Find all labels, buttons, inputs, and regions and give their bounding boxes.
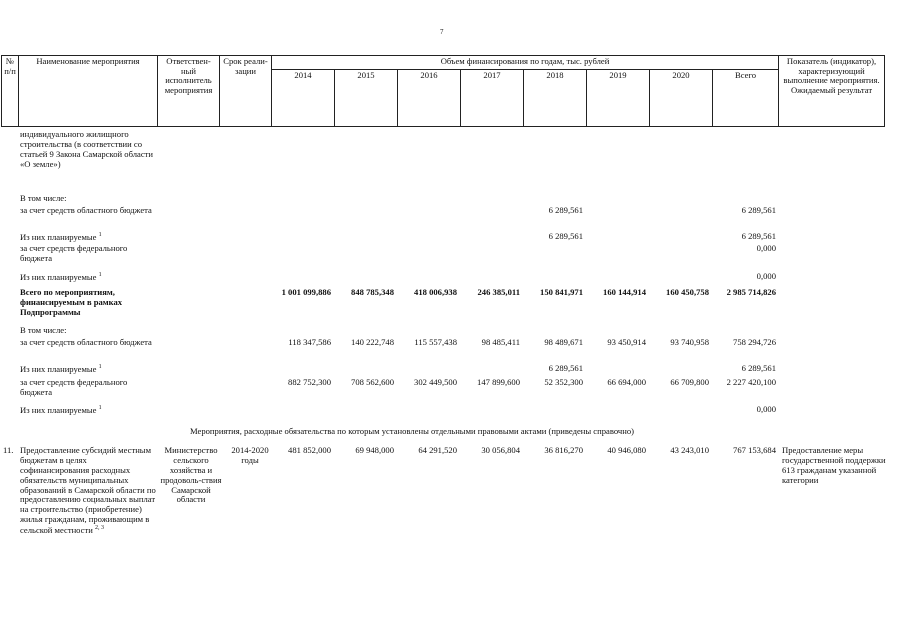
row-value: 6 289,561 — [741, 231, 776, 241]
item-value: 36 816,270 — [544, 445, 583, 455]
row-value: 115 557,438 — [414, 337, 457, 347]
row-value: 6 289,561 — [548, 231, 583, 241]
row-value: 98 489,671 — [544, 337, 583, 347]
header-year: 2020 — [650, 70, 713, 127]
row-label: Всего по мероприятиям, финансируемым в рамках Подпрограммы — [20, 287, 123, 317]
table-header — [1, 55, 885, 127]
row-label: за счет средств федерального бюджета — [20, 243, 128, 263]
row-label: В том числе: — [20, 193, 67, 203]
header-funding: Объем финансирования по годам, тыс. рублей — [272, 56, 779, 70]
row-value: 302 449,500 — [414, 377, 457, 387]
header-total: Всего — [713, 70, 779, 127]
row-value: 0,000 — [756, 404, 776, 414]
row-value: 160 450,758 — [666, 287, 709, 297]
row-label: В том числе: — [20, 325, 67, 335]
row-label: Из них планируемые $^1$ — [20, 231, 102, 242]
continued-item-text: индивидуального жилищного строительства (в соответствии со статьей 9 Закона Самарской области «О земле») — [20, 129, 154, 169]
row-value: 6 289,561 — [741, 363, 776, 373]
page-number: 7 — [440, 28, 444, 36]
item-responsible: Министерство сельского хозяйства и продоволь-ствия Самарской области — [160, 445, 222, 505]
footnote-mark: 2, 3 — [95, 525, 105, 531]
item-result: Предоставление меры государственной поддержки 613 гражданам указанной категории — [782, 445, 886, 485]
row-value: 160 144,914 — [603, 287, 646, 297]
row-value: 93 450,914 — [607, 337, 646, 347]
footnote-mark: 1 — [98, 405, 102, 411]
row-value: 2 227 420,100 — [726, 377, 776, 387]
header-num: № п/п — [2, 56, 19, 127]
row-value: 6 289,561 — [548, 205, 583, 215]
header-year: 2019 — [587, 70, 650, 127]
row-value: 1 001 099,886 — [281, 287, 331, 297]
item-value: 767 153,684 — [733, 445, 776, 455]
item-value: 40 946,080 — [607, 445, 646, 455]
item-name: Предоставление субсидий местным бюджетам в целях софинансирования расходных обязательств муниципальных образований в Самарской области по предоставлению социальных выплат на строительство (приобретение) жилья гражданам, проживающим в сельской местности $^{2, 3}$ — [20, 445, 156, 535]
header-term: Срок реали-зации — [220, 56, 272, 127]
row-value: 66 694,000 — [607, 377, 646, 387]
row-label: Из них планируемые $^1$ — [20, 404, 102, 415]
row-value: 0,000 — [756, 243, 776, 253]
row-label: Из них планируемые $^1$ — [20, 271, 102, 282]
item-value: 69 948,000 — [355, 445, 394, 455]
header-name: Наименование мероприятия — [19, 56, 158, 127]
header-indicator: Показатель (индикатор), характеризующий выполнение мероприятия. Ожидаемый результат — [779, 56, 885, 127]
row-value: 848 785,348 — [351, 287, 394, 297]
header-year: 2018 — [524, 70, 587, 127]
row-value: 52 352,300 — [544, 377, 583, 387]
row-value: 758 294,726 — [733, 337, 776, 347]
row-value: 246 385,011 — [477, 287, 520, 297]
header-year: 2015 — [335, 70, 398, 127]
section-title: Мероприятия, расходные обязательства по которым установлены отдельными правовыми актами (приведены справочно) — [190, 426, 634, 436]
row-value: 708 562,600 — [351, 377, 394, 387]
item-value: 481 852,000 — [288, 445, 331, 455]
item-number: 11. — [3, 445, 14, 455]
row-value: 66 709,800 — [670, 377, 709, 387]
row-label: за счет средств федерального бюджета — [20, 377, 128, 397]
footnote-mark: 1 — [98, 364, 102, 370]
header-responsible: Ответствен-ный исполнитель мероприятия — [158, 56, 220, 127]
header-year: 2016 — [398, 70, 461, 127]
row-value: 93 740,958 — [670, 337, 709, 347]
item-term: 2014-2020 годы — [231, 445, 269, 465]
row-value: 118 347,586 — [288, 337, 331, 347]
row-value: 6 289,561 — [741, 205, 776, 215]
header-year: 2017 — [461, 70, 524, 127]
row-value: 0,000 — [756, 271, 776, 281]
row-label: за счет средств областного бюджета — [20, 337, 152, 347]
row-value: 6 289,561 — [548, 363, 583, 373]
item-value: 43 243,010 — [670, 445, 709, 455]
row-value: 140 222,748 — [351, 337, 394, 347]
row-value: 147 899,600 — [477, 377, 520, 387]
row-value: 98 485,411 — [481, 337, 520, 347]
row-value: 150 841,971 — [540, 287, 583, 297]
footnote-mark: 1 — [98, 232, 102, 238]
row-value: 882 752,300 — [288, 377, 331, 387]
footnote-mark: 1 — [98, 272, 102, 278]
item-value: 64 291,520 — [418, 445, 457, 455]
row-label: Из них планируемые $^1$ — [20, 363, 102, 374]
item-value: 30 056,804 — [481, 445, 520, 455]
row-label: за счет средств областного бюджета — [20, 205, 152, 215]
header-year: 2014 — [272, 70, 335, 127]
row-value: 2 985 714,826 — [726, 287, 776, 297]
row-value: 418 006,938 — [414, 287, 457, 297]
